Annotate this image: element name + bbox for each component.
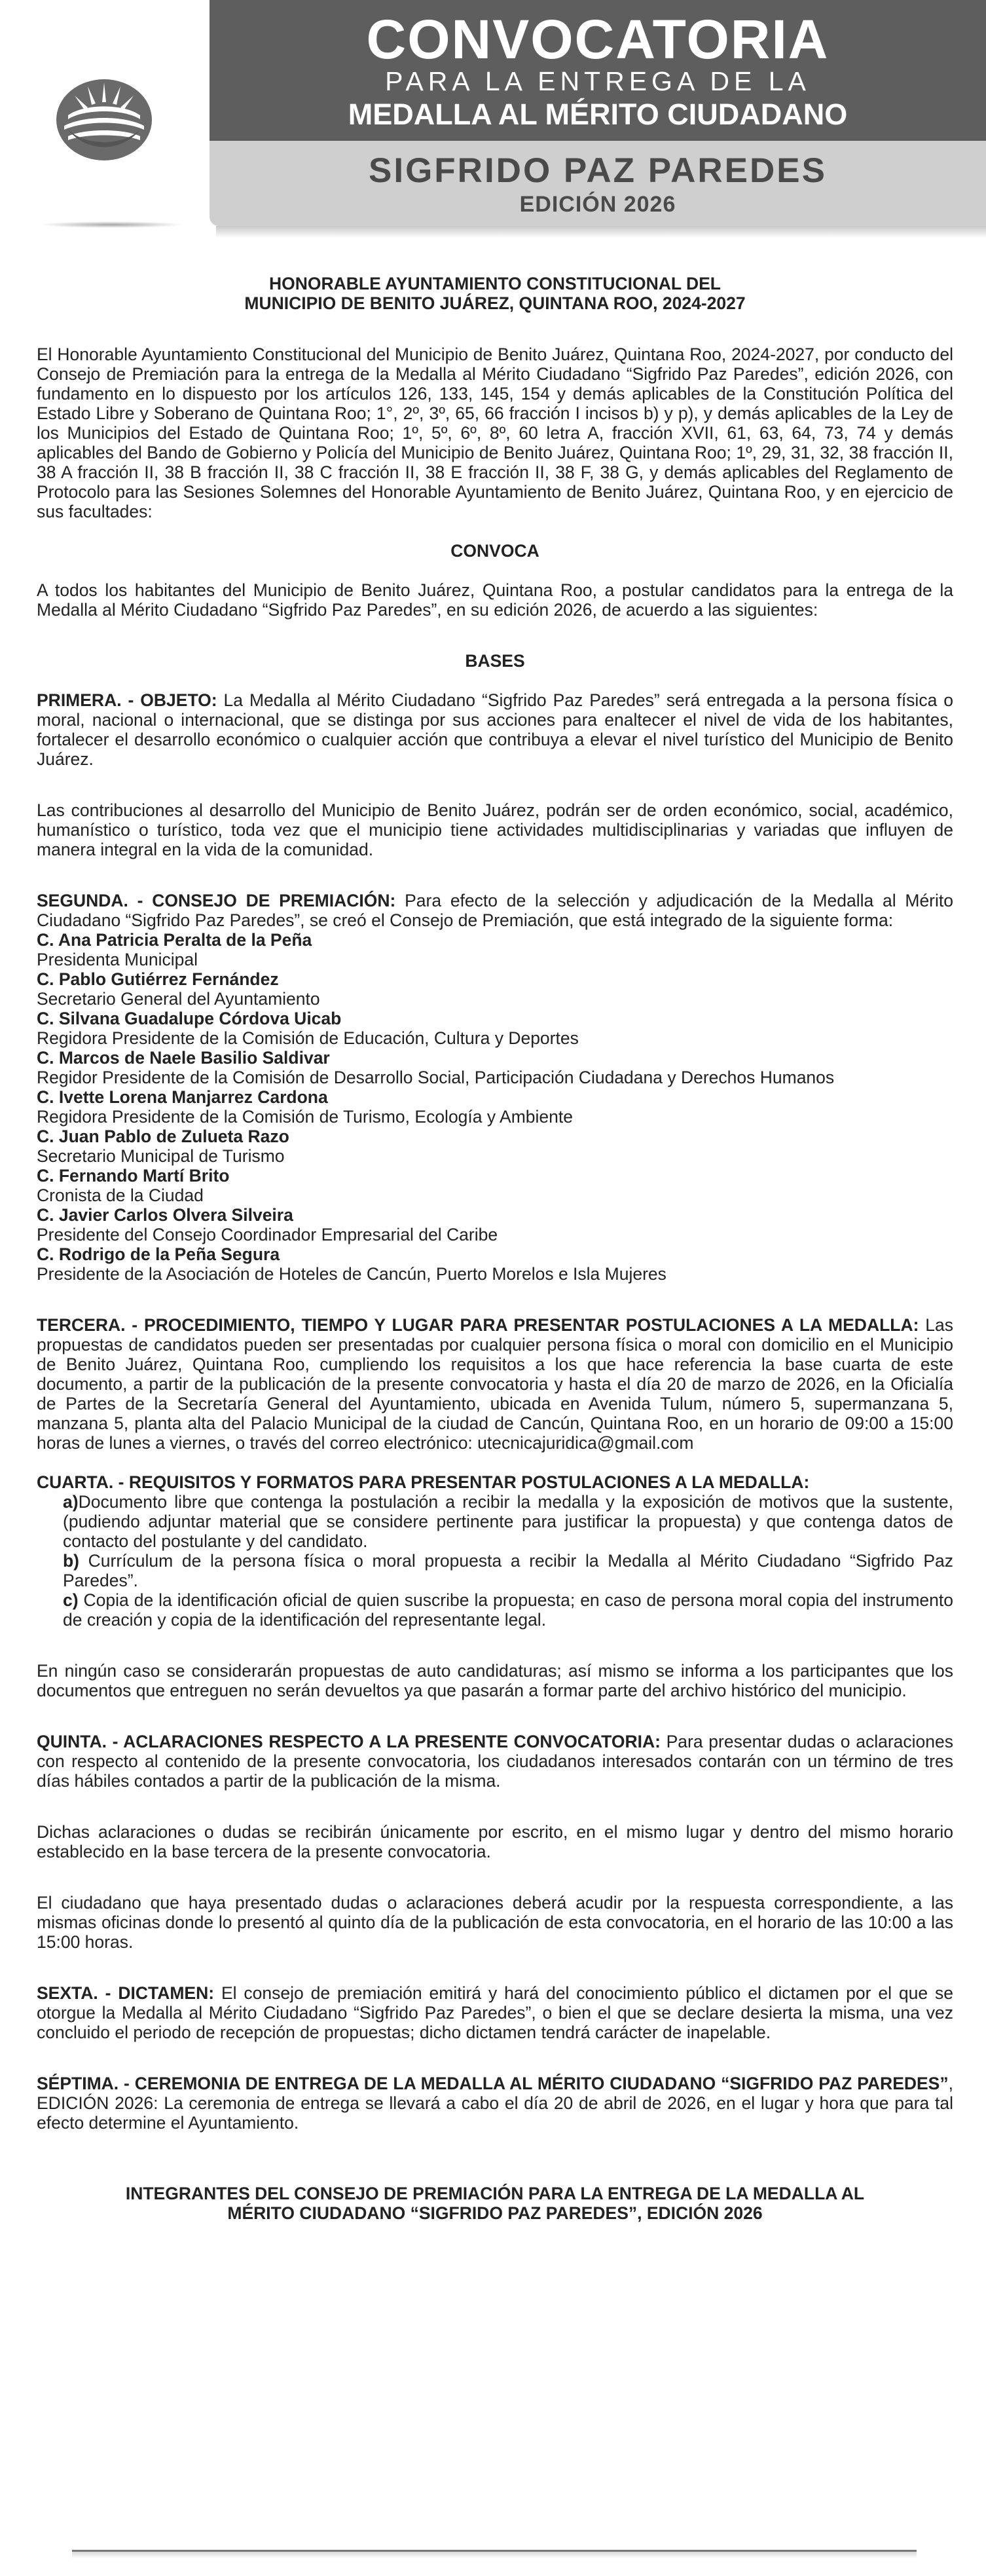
base-sexta-text: El consejo de premiación emitirá y hará del conocimiento público el dictamen por el que se otorgue la Medalla al Mérito Ciudadano “Sigfrido Paz Paredes”, o bien el que se declare desierta la misma, una vez concluido el periodo de recepción de propuestas; dicho dictamen tendrá carácter de inapelable. [37, 1983, 953, 2042]
header-banner [0, 0, 986, 236]
council-member-role: Presidente del Consejo Coordinador Empresarial del Caribe [37, 1225, 498, 1244]
header-subtitle-2: MEDALLA AL MÉRITO CIUDADANO [348, 98, 848, 131]
council-member-name: C. Ana Patricia Peralta de la Peña [37, 930, 312, 950]
base-septima-text: , EDICIÓN 2026: La ceremonia de entrega se llevará a cabo el día 20 de abril de 2026, en el lugar y hora que para tal efecto determine el Ayuntamiento. [37, 2074, 953, 2133]
council-member-name: C. Marcos de Naele Basilio Saldivar [37, 1048, 330, 1068]
document-body [37, 274, 953, 2223]
base-primera-text: La Medalla al Mérito Ciudadano “Sigfrido Paz Paredes” será entregada a la persona física o moral, nacional o internacional, que se distinga por sus acciones para enaltecer el nivel de vida de los habitantes, fortalecer el desarrollo económico o cualquier acción que contribuya a elevar el nivel turístico del Municipio de Benito Juárez. [37, 690, 953, 769]
council-member [37, 1244, 953, 1284]
base-quinta-label: QUINTA. - ACLARACIONES RESPECTO A LA PRESENTE CONVOCATORIA: [37, 1732, 661, 1751]
base-sexta [37, 1983, 953, 2042]
convoca-paragraph: A todos los habitantes del Municipio de Benito Juárez, Quintana Roo, a postular candidatos para la entrega de la Medalla al Mérito Ciudadano “Sigfrido Paz Paredes”, en su edición 2026, de acuerdo a las siguientes: [37, 580, 953, 620]
council-member-role: Secretario Municipal de Turismo [37, 1146, 285, 1166]
header-subtitle-1: PARA LA ENTREGA DE LA [385, 66, 811, 96]
cuarta-item-a-text: Documento libre que contenga la postulación a recibir la medalla y la exposición de motivos que la sustente, (pudiendo adjuntar material que se considere pertinente para justificar la propuesta) y que contenga datos de contacto del postulante y del candidato. [63, 1492, 953, 1551]
header-title: CONVOCATORIA [366, 9, 830, 70]
council-members-list [37, 930, 953, 1284]
cuarta-item-a [37, 1492, 953, 1551]
council-member-role: Cronista de la Ciudad [37, 1185, 204, 1205]
base-cuarta [37, 1472, 953, 1492]
cuarta-item-a-label: a) [63, 1492, 79, 1512]
council-member [37, 1127, 953, 1166]
header-edition: EDICIÓN 2026 [519, 192, 676, 217]
band-shadow [216, 226, 986, 238]
base-cuarta-label: CUARTA. - REQUISITOS Y FORMATOS PARA PRESENTAR POSTULACIONES A LA MEDALLA: [37, 1472, 810, 1492]
base-segunda-label: SEGUNDA. - CONSEJO DE PREMIACIÓN: [37, 891, 396, 910]
council-member-name: C. Rodrigo de la Peña Segura [37, 1244, 280, 1264]
base-tercera [37, 1315, 953, 1453]
bases-title: BASES [465, 651, 525, 671]
council-member [37, 930, 953, 969]
heading-line-2: MUNICIPIO DE BENITO JUÁREZ, QUINTANA ROO, 2024-2027 [244, 293, 746, 313]
base-tercera-text: Las propuestas de candidatos pueden ser presentadas por cualquier persona física o moral con domicilio en el Municipio de Benito Juárez, Quintana Roo, cumpliendo los requisitos a los que hace referencia la base cuarta de este documento, a partir de la publicación de la presente convocatoria y hasta el día 20 de marzo de 2026, en la Oficialía de Partes de la Secretaría General del Ayuntamiento, ubicada en Avenida Tulum, número 5, supermanzana 5, manzana 5, planta alta del Palacio Municipal de la ciudad de Cancún, Quintana Roo, en un horario de 09:00 a 15:00 horas de lunes a viernes, o través del correo electrónico: utecnicajuridica@gmail.com [37, 1315, 953, 1453]
base-segunda [37, 891, 953, 930]
cuarta-item-b-label: b) [63, 1551, 80, 1571]
council-member [37, 969, 953, 1009]
council-member-name: C. Pablo Gutiérrez Fernández [37, 969, 279, 989]
logo-shadow [39, 221, 183, 228]
base-primera-label: PRIMERA. - OBJETO: [37, 690, 217, 710]
council-member-name: C. Fernando Martí Brito [37, 1166, 230, 1185]
base-primera [37, 690, 953, 769]
base-quinta [37, 1732, 953, 1791]
council-member [37, 1205, 953, 1244]
council-member-role: Regidor Presidente de la Comisión de Desarrollo Social, Participación Ciudadana y Derechos Humanos [37, 1068, 835, 1087]
council-member-role: Presidenta Municipal [37, 950, 198, 969]
council-member-role: Regidora Presidente de la Comisión de Turismo, Ecología y Ambiente [37, 1107, 573, 1127]
council-member-name: C. Ivette Lorena Manjarrez Cardona [37, 1087, 328, 1107]
council-member-name: C. Javier Carlos Olvera Silveira [37, 1205, 293, 1225]
bottom-rule-shadow [72, 2552, 917, 2558]
council-member [37, 1048, 953, 1087]
council-member-role: Presidente de la Asociación de Hoteles de Cancún, Puerto Morelos e Isla Mujeres [37, 1264, 666, 1284]
council-member [37, 1087, 953, 1127]
council-member-role: Secretario General del Ayuntamiento [37, 989, 320, 1009]
cuarta-item-c-text: Copia de la identificación oficial de quien suscribe la propuesta; en caso de persona moral copia del instrumento de creación y copia de la identificación del representante legal. [63, 1590, 953, 1630]
quinta-paragraph-2: Dichas aclaraciones o dudas se recibirán únicamente por escrito, en el mismo lugar y dentro del mismo horario establecido en la base tercera de la presente convocatoria. [37, 1822, 953, 1861]
base-septima [37, 2074, 953, 2133]
base-segunda-text: Para efecto de la selección y adjudicación de la Medalla al Mérito Ciudadano “Sigfrido Paz Paredes”, se creó el Consejo de Premiación, que está integrado de la siguiente forma: [37, 891, 953, 930]
cuarta-item-c-label: c) [63, 1590, 79, 1610]
header-honoree-name: SIGFRIDO PAZ PAREDES [369, 151, 827, 190]
quinta-paragraph-3: El ciudadano que haya presentado dudas o aclaraciones deberá acudir por la respuesta correspondiente, a las mismas oficinas donde lo presentó al quinto día de la publicación de esta convocatoria, en el horario de las 10:00 a las 15:00 horas. [37, 1893, 953, 1952]
cuarta-item-b-text: Currículum de la persona física o moral propuesta a recibir la Medalla al Mérito Ciudadano “Sigfrido Paz Paredes”. [63, 1551, 953, 1590]
base-tercera-label: TERCERA. - PROCEDIMIENTO, TIEMPO Y LUGAR PARA PRESENTAR POSTULACIONES A LA MEDALLA: [37, 1315, 919, 1335]
closing-heading-1: INTEGRANTES DEL CONSEJO DE PREMIACIÓN PARA LA ENTREGA DE LA MEDALLA AL [125, 2184, 865, 2203]
municipal-logo-icon [55, 77, 153, 162]
council-member [37, 1166, 953, 1205]
council-member-role: Regidora Presidente de la Comisión de Educación, Cultura y Deportes [37, 1028, 579, 1048]
cuarta-note: En ningún caso se considerarán propuestas de auto candidaturas; así mismo se informa a los participantes que los documentos que entreguen no serán devueltos ya que pasarán a formar parte del archivo histórico del municipio. [37, 1661, 953, 1700]
council-member [37, 1009, 953, 1048]
council-member-name: C. Silvana Guadalupe Córdova Uicab [37, 1009, 342, 1028]
intro-paragraph: El Honorable Ayuntamiento Constitucional del Municipio de Benito Juárez, Quintana Roo, 2024-2027, por conducto del Consejo de Premiación para la entrega de la Medalla al Mérito Ciudadano “Sigfrido Paz Paredes”, edición 2026, con fundamento en lo dispuesto por los artículos 126, 133, 145, 154 y demás aplicables de la Constitución Política del Estado Libre y Soberano de Quintana Roo; 1°, 2º, 3º, 65, 66 fracción I incisos b) y p), y demás aplicables de la Ley de los Municipios del Estado de Quintana Roo; 1º, 5º, 6º, 8º, 60 letra A, fracción XVII, 61, 63, 64, 73, 74 y demás aplicables del Bando de Gobierno y Policía del Municipio de Benito Juárez, Quintana Roo; 1º, 29, 31, 32, 38 fracción II, 38 A fracción II, 38 B fracción II, 38 C fracción II, 38 E fracción II, 38 F, 38 G, y demás aplicables del Reglamento de Protocolo para las Sesiones Solemnes del Honorable Ayuntamiento de Benito Juárez, Quintana Roo, y en ejercicio de sus facultades: [37, 345, 953, 521]
closing-heading-2: MÉRITO CIUDADANO “SIGFRIDO PAZ PAREDES”, EDICIÓN 2026 [227, 2203, 763, 2223]
cuarta-item-c [37, 1590, 953, 1630]
cuarta-item-b [37, 1551, 953, 1590]
base-primera-paragraph-2: Las contribuciones al desarrollo del Municipio de Benito Juárez, podrán ser de orden económico, social, académico, humanístico o turístico, toda vez que el municipio tiene actividades multidisciplinarias y variadas que influyen de manera integral en la vida de la comunidad. [37, 800, 953, 859]
base-sexta-label: SEXTA. - DICTAMEN: [37, 1983, 215, 2003]
heading-line-1: HONORABLE AYUNTAMIENTO CONSTITUCIONAL DEL [269, 274, 721, 293]
base-quinta-text: Para presentar dudas o aclaraciones con respecto al contenido de la presente convocatoria, los ciudadanos interesados contarán con un término de tres días hábiles contados a partir de la publicación de la misma. [37, 1732, 953, 1791]
logo-column [0, 0, 210, 236]
base-septima-label: SÉPTIMA. - CEREMONIA DE ENTREGA DE LA MEDALLA AL MÉRITO CIUDADANO “SIGFRIDO PAZ PAREDES” [37, 2074, 949, 2093]
council-member-name: C. Juan Pablo de Zulueta Razo [37, 1127, 289, 1146]
convoca-title: CONVOCA [450, 541, 539, 561]
